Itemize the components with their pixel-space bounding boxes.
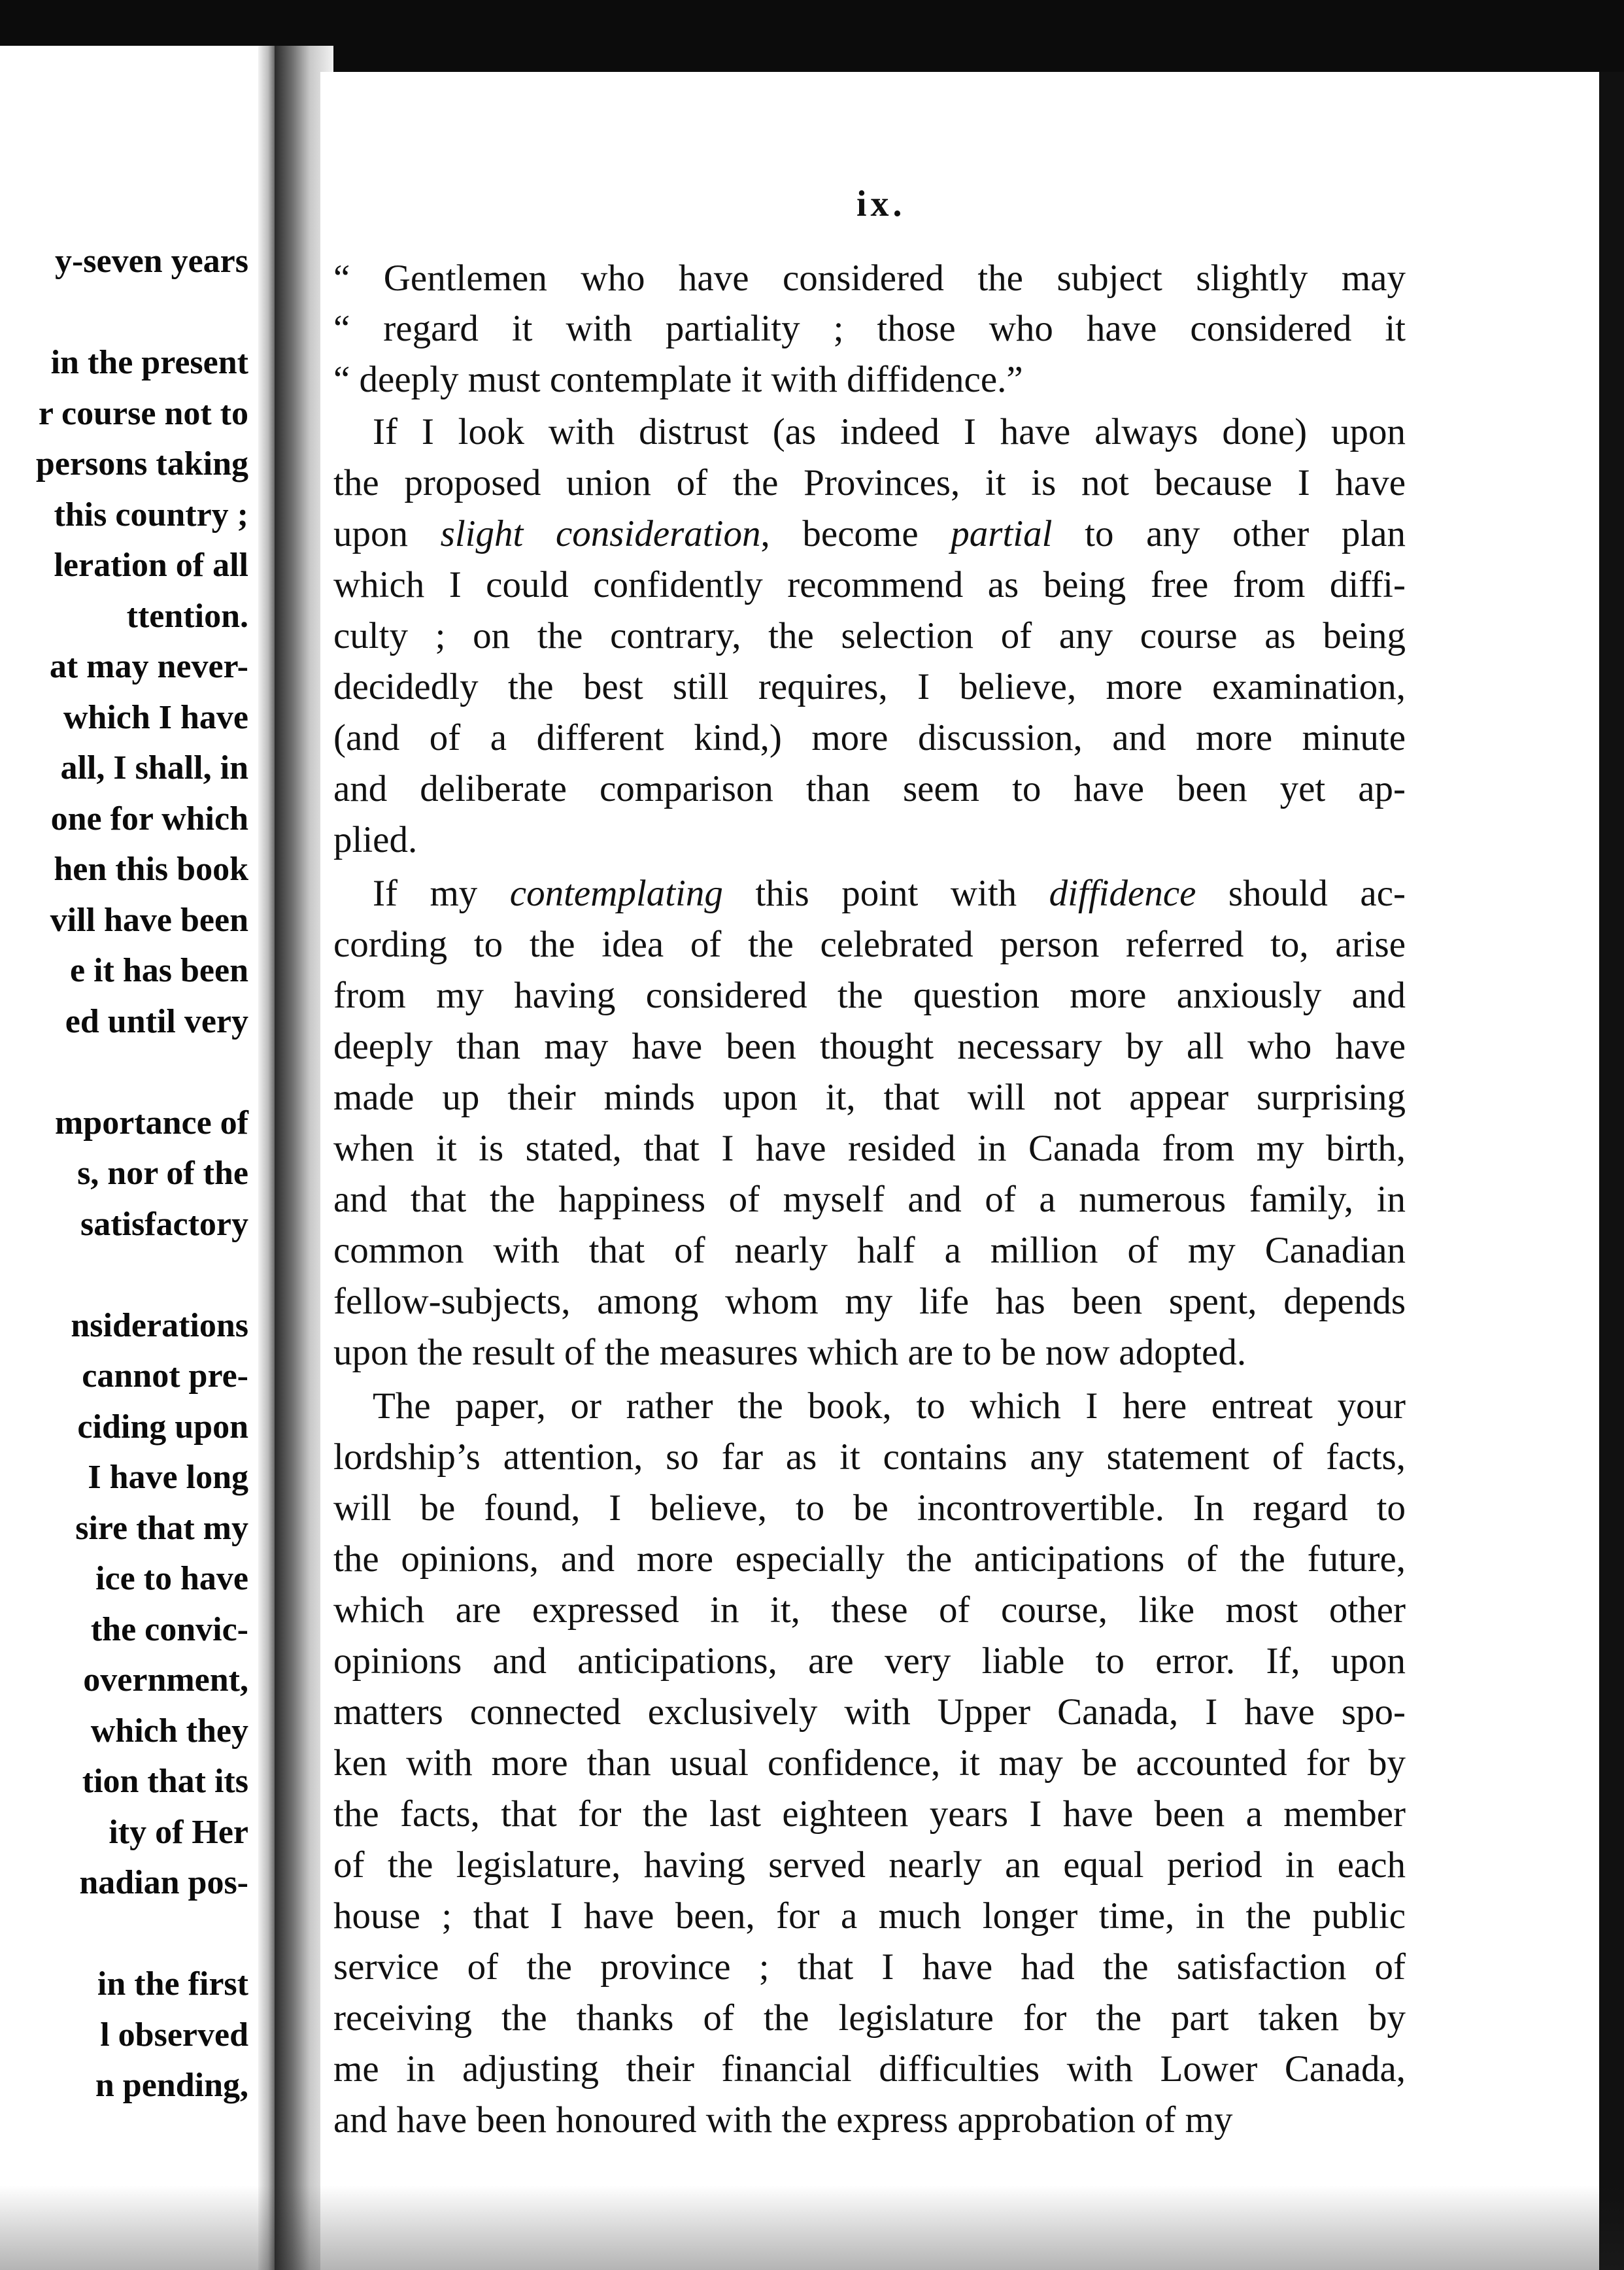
left-page-line: nsiderations [71,1306,248,1344]
left-page-line: mportance of [54,1104,248,1142]
page-number: ix. [856,184,906,224]
left-page-line: which they [90,1712,248,1750]
text-line: when it is stated, that I have resided in Canada from my birth, [333,1128,1406,1169]
text-line: “ deeply must contemplate it with diffidence.” [333,359,1023,400]
text-line: fellow-subjects, among whom my life has been spent, depends [333,1281,1406,1322]
text-line: and deliberate comparison than seem to have been yet ap- [333,768,1406,809]
text-line: the opinions, and more especially the anticipations of the future, [333,1538,1406,1580]
left-page-line: r course not to [38,394,248,432]
text-line: receiving the thanks of the legislature for the part taken by [333,1997,1406,2039]
text-line: lordship’s attention, so far as it contains any statement of facts, [333,1436,1406,1478]
left-page-line: ttention. [126,597,248,635]
text-line: cording to the idea of the celebrated person referred to, arise [333,924,1406,965]
text-line: ken with more than usual confidence, it may be accounted for by [333,1742,1406,1784]
left-page-line: s, nor of the [77,1155,248,1192]
text-line: service of the province ; that I have had the satisfaction of [333,1946,1406,1988]
text-line: from my having considered the question more anxiously and [333,975,1406,1016]
text-line: matters connected exclusively with Upper Canada, I have spo- [333,1691,1406,1733]
text-line: made up their minds upon it, that will not appear surprising [333,1077,1406,1118]
text-line: common with that of nearly half a million of my Canadian [333,1230,1406,1271]
text-line: the proposed union of the Provinces, it is not because I have [333,462,1406,503]
left-page-line: ice to have [95,1560,248,1597]
left-page-line: ciding upon [77,1408,248,1446]
text-line: opinions and anticipations, are very liable to error. If, upon [333,1640,1406,1682]
left-page-line: leration of all [54,547,248,584]
left-page-line: y-seven years [54,243,248,280]
left-page-line: e it has been [70,952,248,989]
text-line: plied. [333,819,418,860]
left-page-line: overnment, [83,1661,248,1699]
text-line: If I look with distrust (as indeed I have always done) upon [373,411,1406,452]
text-line: The paper, or rather the book, to which I here entreat your [373,1385,1406,1427]
left-page-line: sire that my [75,1509,248,1547]
text-line: decidedly the best still requires, I believe, more examination, [333,666,1406,707]
left-page-line: one for which [50,800,248,838]
text-line: deeply than may have been thought necessary by all who have [333,1026,1406,1067]
text-line: which are expressed in it, these of course, like most other [333,1589,1406,1631]
left-page-line: l observed [100,2016,248,2054]
left-page-line: cannot pre- [82,1357,248,1395]
text-line: and have been honoured with the express approbation of my [333,2099,1233,2141]
text-line: upon slight consideration, become partial to any other plan [333,513,1406,554]
left-page [0,46,275,2270]
text-line: If my contemplating this point with diffidence should ac- [373,873,1406,914]
text-line: (and of a different kind,) more discussion, and more minute [333,717,1406,758]
left-page-line: in the first [97,1965,248,2003]
text-line: the facts, that for the last eighteen years I have been a member [333,1793,1406,1835]
left-page-line: at may never- [49,648,248,685]
left-page-line: this country ; [54,496,248,534]
text-line: “ regard it with partiality ; those who have considered it [333,308,1406,349]
left-page-line: ity of Her [109,1813,248,1851]
text-line: me in adjusting their financial difficulties with Lower Canada, [333,2048,1406,2090]
left-page-line: nadian pos- [79,1864,248,1901]
left-page-line: vill have been [50,901,248,939]
left-page-line: all, I shall, in [60,749,248,787]
left-page-line: which I have [63,698,248,736]
left-page-edge [258,46,275,2270]
left-page-line: persons taking [35,445,248,483]
text-line: will be found, I believe, to be incontrovertible. In regard to [333,1487,1406,1529]
left-page-line: tion that its [82,1763,248,1800]
text-line: house ; that I have been, for a much longer time, in the public [333,1895,1406,1937]
text-line: of the legislature, having served nearly an equal period in each [333,1844,1406,1886]
left-page-line: the convic- [90,1610,248,1648]
text-line: and that the happiness of myself and of a numerous family, in [333,1179,1406,1220]
right-page-text [333,0,1406,2270]
text-line: which I could confidently recommend as being free from diffi- [333,564,1406,605]
left-page-line: hen this book [54,851,248,888]
text-line: upon the result of the measures which are to be now adopted. [333,1332,1247,1373]
left-page-line: n pending, [95,2067,248,2104]
text-line: culty ; on the contrary, the selection of any course as being [333,615,1406,656]
scan-right-border [1599,72,1624,2270]
left-page-line: in the present [50,344,248,381]
left-page-line: I have long [88,1459,248,1496]
left-page-line: ed until very [65,1002,248,1040]
left-page-line: satisfactory [80,1205,248,1243]
text-line: “ Gentlemen who have considered the subject slightly may [333,258,1406,299]
